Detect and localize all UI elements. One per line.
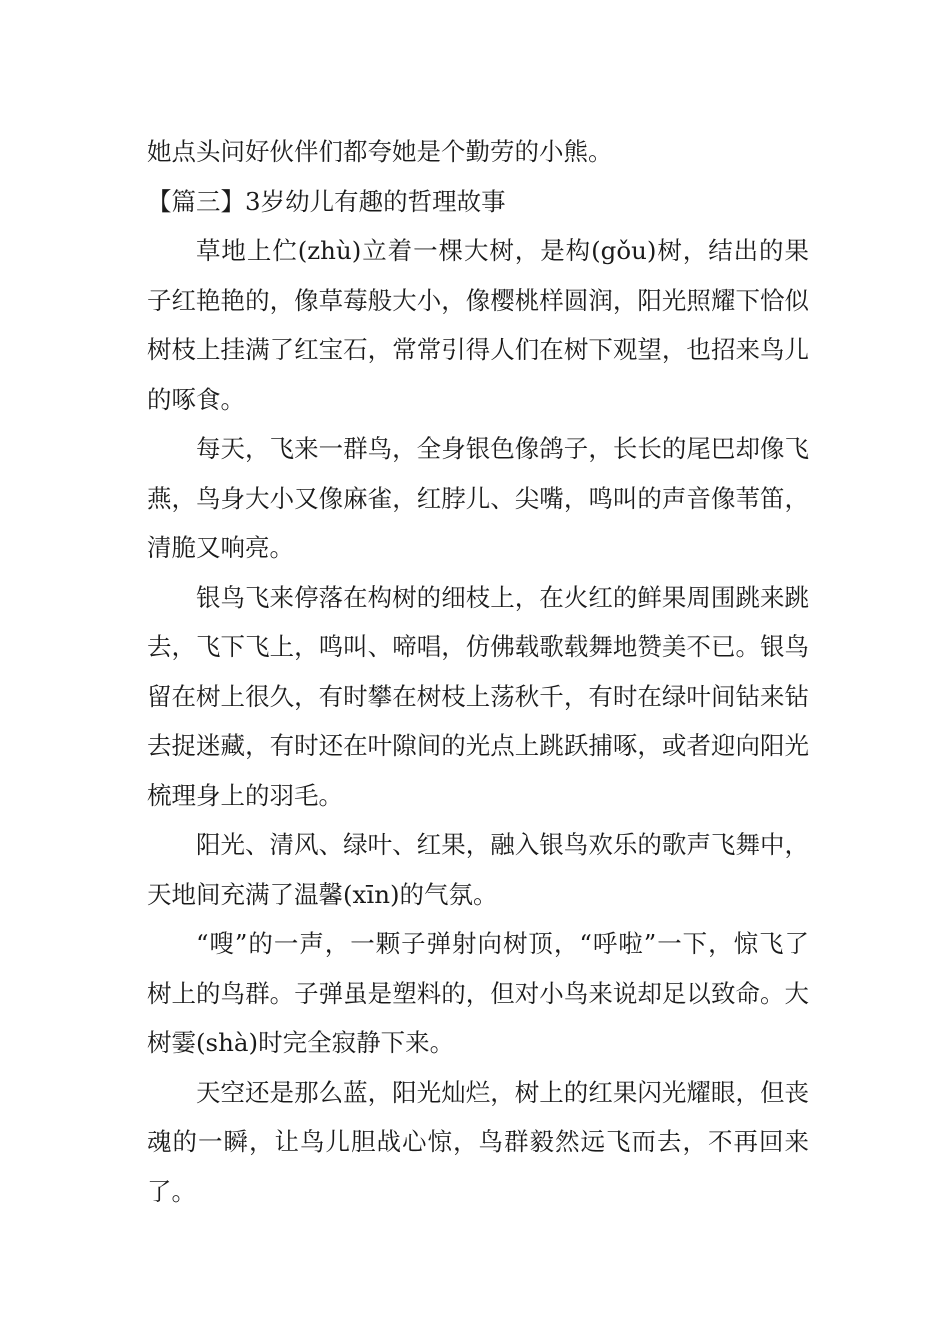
- paragraph-ending: 天空还是那么蓝，阳光灿烂，树上的红果闪光耀眼，但丧魂的一瞬，让鸟儿胆战心惊，鸟群毅然远飞而去，不再回来了。: [147, 1077, 809, 1206]
- paragraph-birds: 每天，飞来一群鸟，全身银色像鸽子，长长的尾巴却像飞燕，鸟身大小又像麻雀，红脖儿、尖嘴，鸣叫的声音像苇笛，清脆又响亮。: [147, 434, 809, 562]
- paragraph-tree: 草地上伫(zhù)立着一棵大树，是构(gǒu)树，结出的果子红艳艳的，像草莓般大小，像樱桃样圆润，阳光照耀下恰似树枝上挂满了红宝石，常常引得人们在树下观望，也招来鸟儿的啄食。: [147, 236, 809, 414]
- lead-line: 她点头问好伙伴们都夸她是个勤劳的小熊。: [147, 137, 613, 166]
- paragraph-harmony: 阳光、清风、绿叶、红果，融入银鸟欢乐的歌声飞舞中，天地间充满了温馨(xīn)的气氛。: [147, 830, 809, 909]
- section-heading: 【篇三】3岁幼儿有趣的哲理故事: [147, 186, 506, 216]
- paragraph-silver-birds: 银鸟飞来停落在构树的细枝上，在火红的鲜果周围跳来跳去，飞下飞上，鸣叫、啼唱，仿佛载歌载舞地赞美不已。银鸟留在树上很久，有时攀在树枝上荡秋千，有时在绿叶间钻来钻去捉迷藏，有时还在叶隙间的光点上跳跃捕啄，或者迎向阳光梳理身上的羽毛。: [147, 582, 809, 810]
- document-body: [147, 127, 809, 1216]
- paragraph-bullet: “嗖”的一声，一颗子弹射向树顶，“呼啦”一下，惊飞了树上的鸟群。子弹虽是塑料的，但对小鸟来说却足以致命。大树霎(shà)时完全寂静下来。: [147, 929, 809, 1057]
